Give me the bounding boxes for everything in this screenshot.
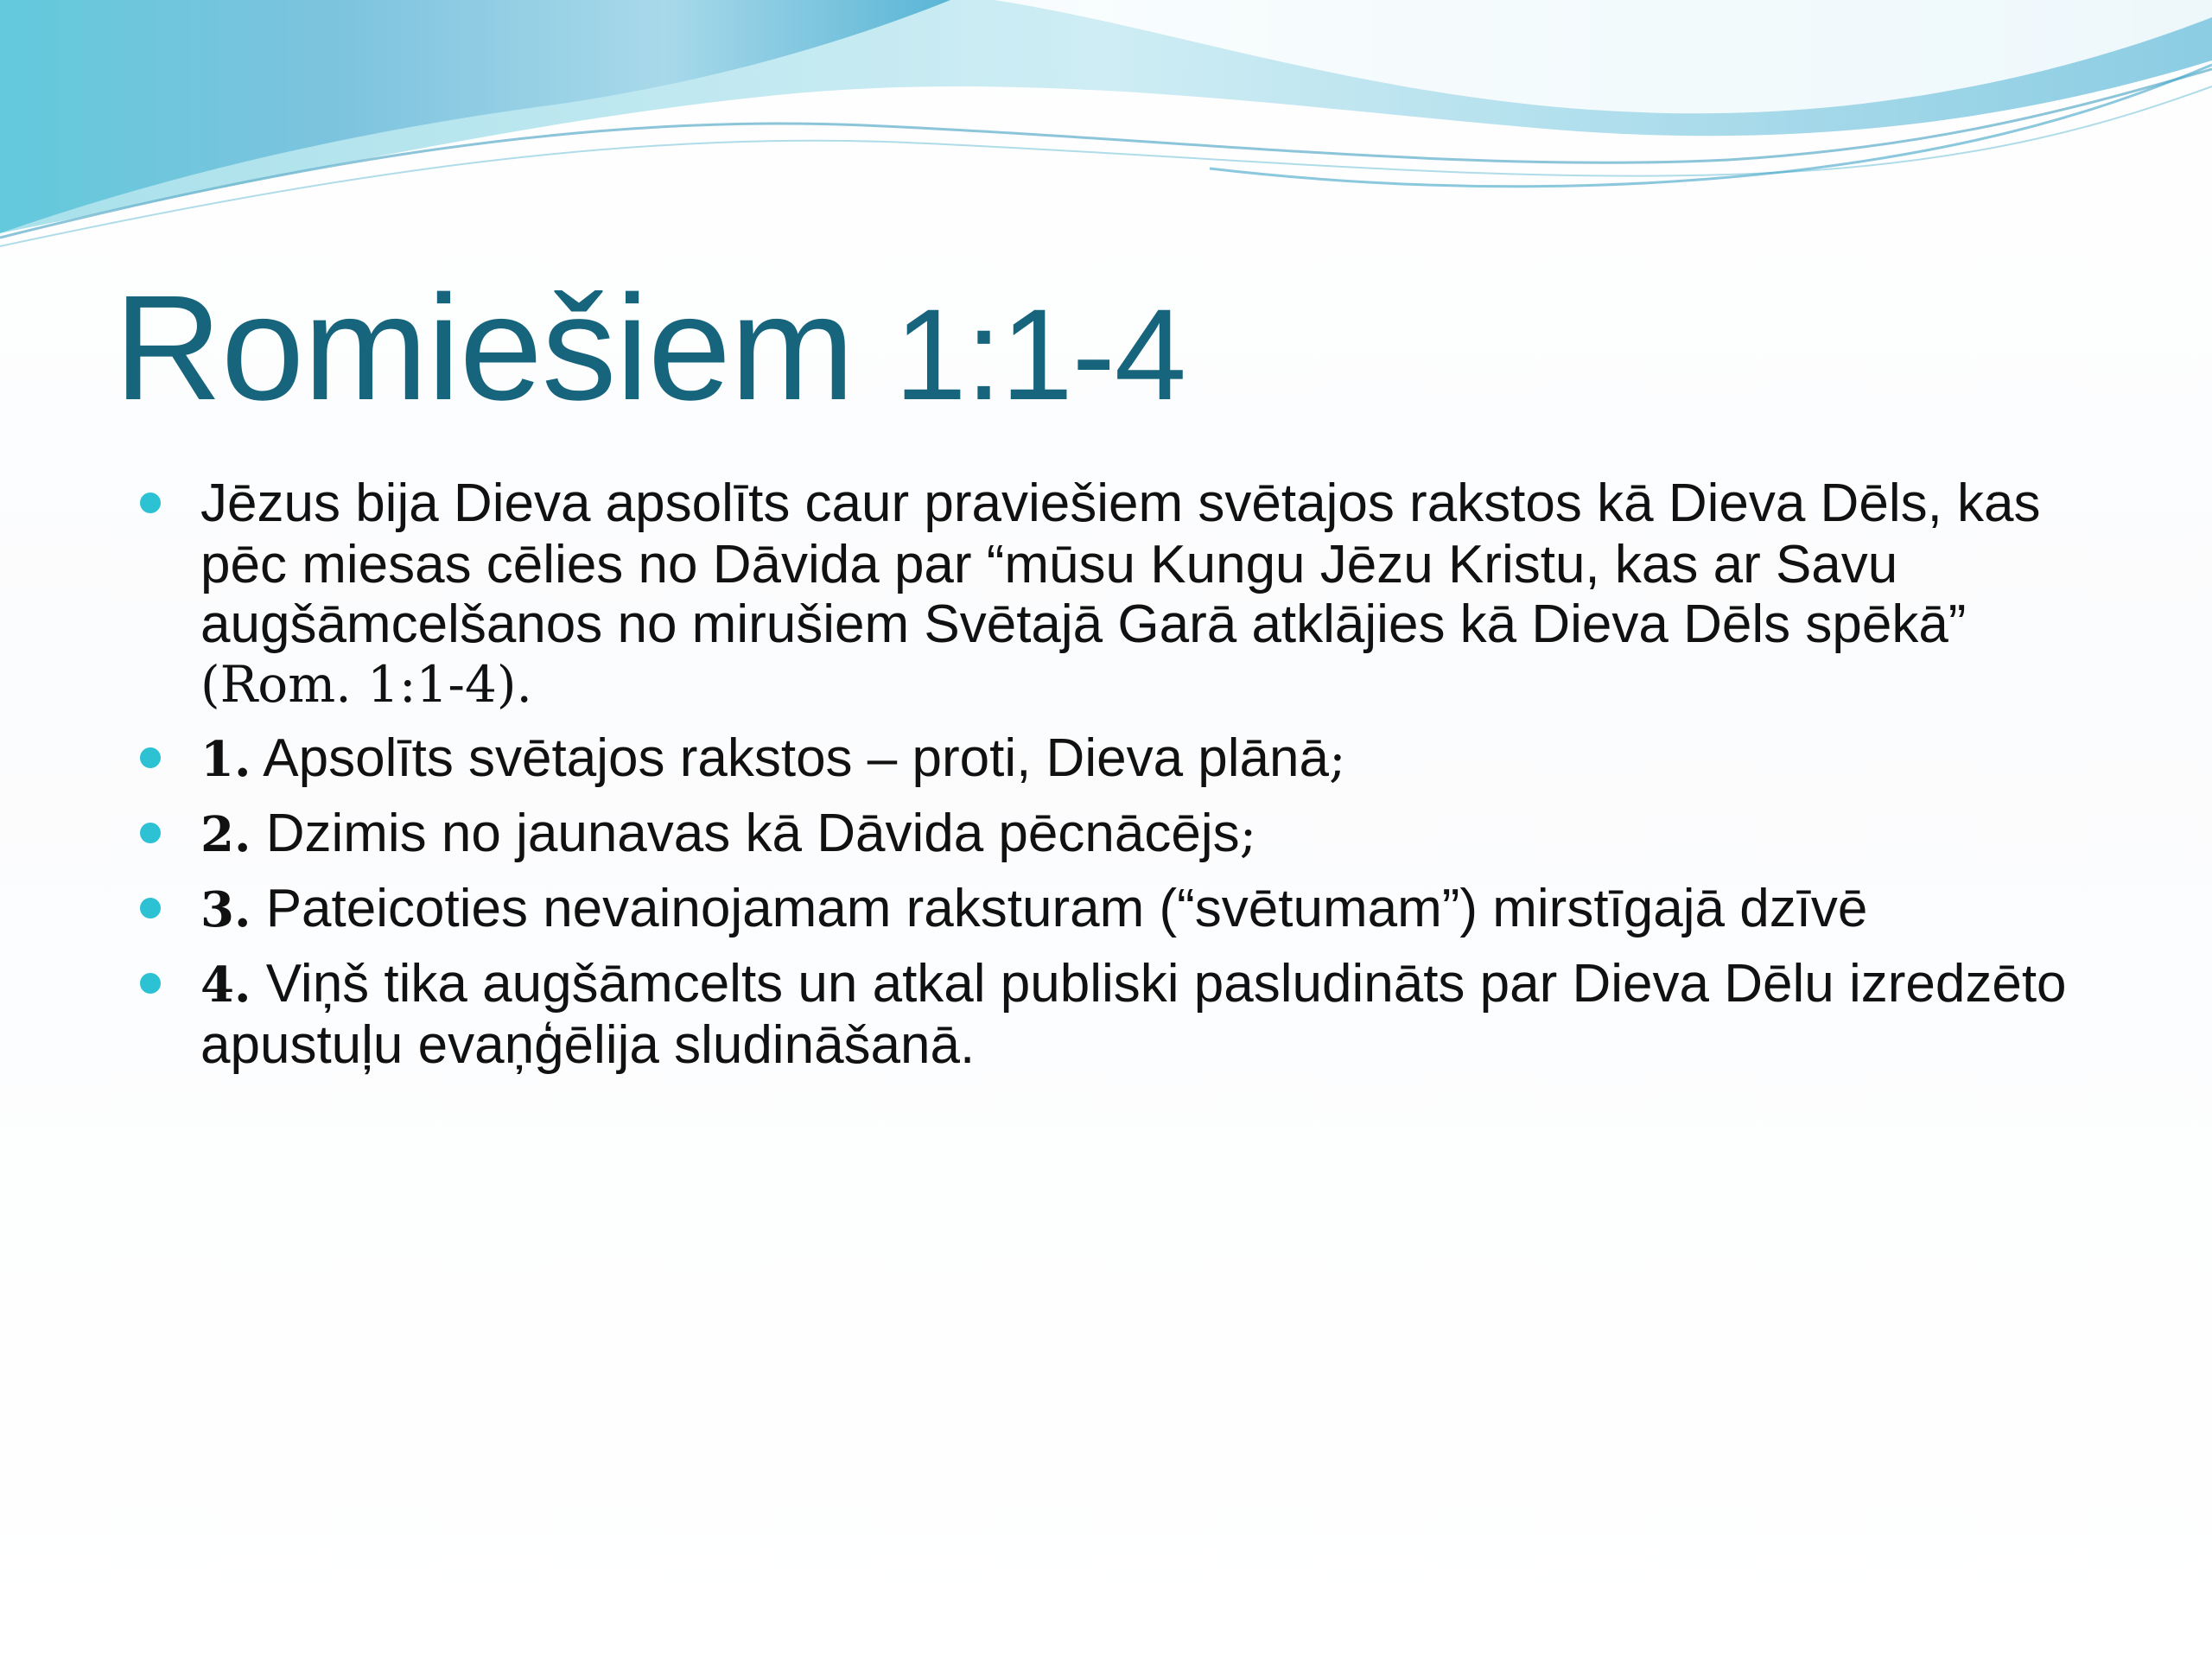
bullet-dot-icon [140,493,161,513]
bullet-number: 1. [200,731,251,788]
bullet-text: Viņš tika augšāmcelts un atkal publiski pasludināts par Dieva Dēlu izredzēto apustuļu evaņģēlija sludināšanā. [200,954,2067,1075]
title-book: Romiešiem [114,264,855,431]
bullet-number: 2. [200,806,251,863]
bullet-citation: ; [1328,729,1346,788]
slide-title [114,264,1186,431]
bullet-text: Pateicoties nevainojamam raksturam (“svētumam”) mirstīgajā dzīvē [251,879,1868,938]
bullet-citation: (Rom. 1:1-4). [200,655,532,714]
bullet-item [138,804,2108,865]
bullet-item [138,879,2108,940]
bullet-dot-icon [140,823,161,843]
bullet-number: 4. [200,957,251,1014]
bullet-item [138,954,2108,1076]
bullet-item [138,728,2108,790]
bullet-text: Dzimis no jaunavas kā Dāvida pēcnācējs [251,804,1240,863]
bullet-text: Apsolīts svētajos rakstos – proti, Dieva plānā [251,728,1329,788]
bullet-dot-icon [140,973,161,994]
bullet-item [138,474,2108,715]
header-wave-decoration [0,0,2212,276]
title-reference: 1:1-4 [894,282,1186,427]
bullet-dot-icon [140,898,161,918]
bullet-list [138,474,2108,1090]
bullet-citation: ; [1239,804,1257,863]
bullet-text: Jēzus bija Dieva apsolīts caur praviešiem svētajos rakstos kā Dieva Dēls, kas pēc miesas cēlies no Dāvida par “mūsu Kungu Jēzu Kristu, kas ar Savu augšāmcelšanos no mirušiem Svētajā Garā atklājies kā Dieva Dēls spēkā” [200,474,2041,654]
bullet-number: 3. [200,881,251,938]
bullet-dot-icon [140,747,161,768]
